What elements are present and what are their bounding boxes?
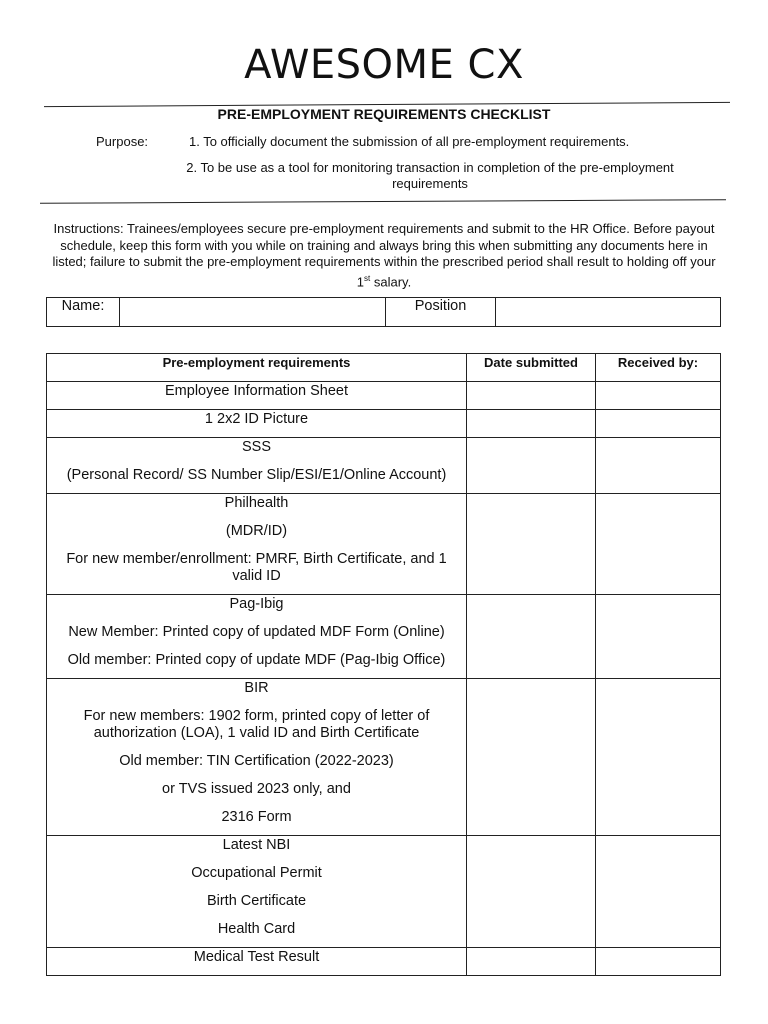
form-title: PRE-EMPLOYMENT REQUIREMENTS CHECKLIST (217, 106, 551, 122)
requirements-body (47, 382, 721, 976)
requirement-cell (47, 410, 467, 438)
requirement-cell (47, 679, 467, 836)
requirement-text: 1 2x2 ID Picture (204, 411, 309, 427)
table-row (47, 836, 721, 948)
requirement-text: Employee Information Sheet (165, 383, 348, 399)
table-row (47, 438, 721, 494)
requirement-text: Birth Certificate (206, 893, 307, 909)
received-by-cell[interactable] (596, 494, 721, 595)
received-by-cell[interactable] (596, 410, 721, 438)
requirement-text: For new member/enrollment: PMRF, Birth Certificate, and 1 valid ID (66, 551, 447, 584)
position-label: Position (386, 298, 496, 327)
received-by-cell[interactable] (596, 382, 721, 410)
date-submitted-cell[interactable] (467, 836, 596, 948)
table-row (47, 679, 721, 836)
date-submitted-cell[interactable] (467, 595, 596, 679)
requirement-text: Occupational Permit (191, 865, 322, 881)
table-row (47, 595, 721, 679)
date-submitted-cell[interactable] (467, 382, 596, 410)
table-row (47, 948, 721, 976)
requirement-text: or TVS issued 2023 only, and (162, 781, 351, 797)
header-date-submitted: Date submitted (467, 354, 596, 382)
requirement-cell (47, 494, 467, 595)
requirement-text: New Member: Printed copy of updated MDF Form (Online) (68, 624, 445, 640)
received-by-cell[interactable] (596, 836, 721, 948)
requirement-text: (MDR/ID) (225, 523, 288, 539)
name-label: Name: (47, 298, 120, 327)
date-submitted-cell[interactable] (467, 410, 596, 438)
requirement-text: Health Card (217, 921, 296, 937)
requirement-text: (Personal Record/ SS Number Slip/ESI/E1/Online Account) (66, 467, 447, 483)
instructions: Instructions: Trainees/employees secure pre-employment requirements and submit to the HR Office. Before payout schedule, keep this form with you while on training and always bring this when submitting any documents here in listed; failure to submit the pre-employment requirements within the prescribed period shall result to holding off your 1st salary. (52, 221, 716, 289)
table-row (47, 494, 721, 595)
purpose-item-1: 1. To officially document the submission of all pre-employment requirements. (189, 134, 630, 149)
requirement-text: Philhealth (224, 495, 289, 511)
date-submitted-cell[interactable] (467, 438, 596, 494)
requirement-text: Medical Test Result (193, 949, 320, 965)
requirements-table (46, 353, 721, 976)
table-row (47, 382, 721, 410)
purpose-rule (40, 199, 726, 204)
table-row (47, 410, 721, 438)
requirement-text: Latest NBI (222, 837, 291, 853)
requirement-cell (47, 836, 467, 948)
received-by-cell[interactable] (596, 679, 721, 836)
purpose-item-2: 2. To be use as a tool for monitoring transaction in completion of the pre-employment requirements (186, 160, 674, 191)
requirement-cell (47, 438, 467, 494)
date-submitted-cell[interactable] (467, 494, 596, 595)
header-requirements: Pre-employment requirements (47, 354, 467, 382)
requirement-text: 2316 Form (221, 809, 292, 825)
requirement-text: BIR (244, 680, 269, 696)
received-by-cell[interactable] (596, 438, 721, 494)
position-field[interactable] (496, 298, 721, 327)
requirement-text: For new members: 1902 form, printed copy of letter of authorization (LOA), 1 valid ID and Birth Certificate (83, 708, 430, 741)
requirement-text: Pag-Ibig (229, 596, 284, 612)
requirement-cell (47, 595, 467, 679)
purpose-label: Purpose: (96, 134, 149, 149)
header-received-by: Received by: (596, 354, 721, 382)
name-field[interactable] (120, 298, 386, 327)
brand-title: AWESOME CX (244, 42, 524, 88)
name-position-table (46, 297, 721, 327)
received-by-cell[interactable] (596, 595, 721, 679)
date-submitted-cell[interactable] (467, 948, 596, 976)
received-by-cell[interactable] (596, 948, 721, 976)
table-header-row (47, 354, 721, 382)
date-submitted-cell[interactable] (467, 679, 596, 836)
requirement-text: SSS (241, 439, 271, 455)
requirement-text: Old member: TIN Certification (2022-2023) (119, 753, 394, 769)
requirement-cell (47, 382, 467, 410)
requirement-cell (47, 948, 467, 976)
requirement-text: Old member: Printed copy of update MDF (Pag-Ibig Office) (67, 652, 446, 668)
